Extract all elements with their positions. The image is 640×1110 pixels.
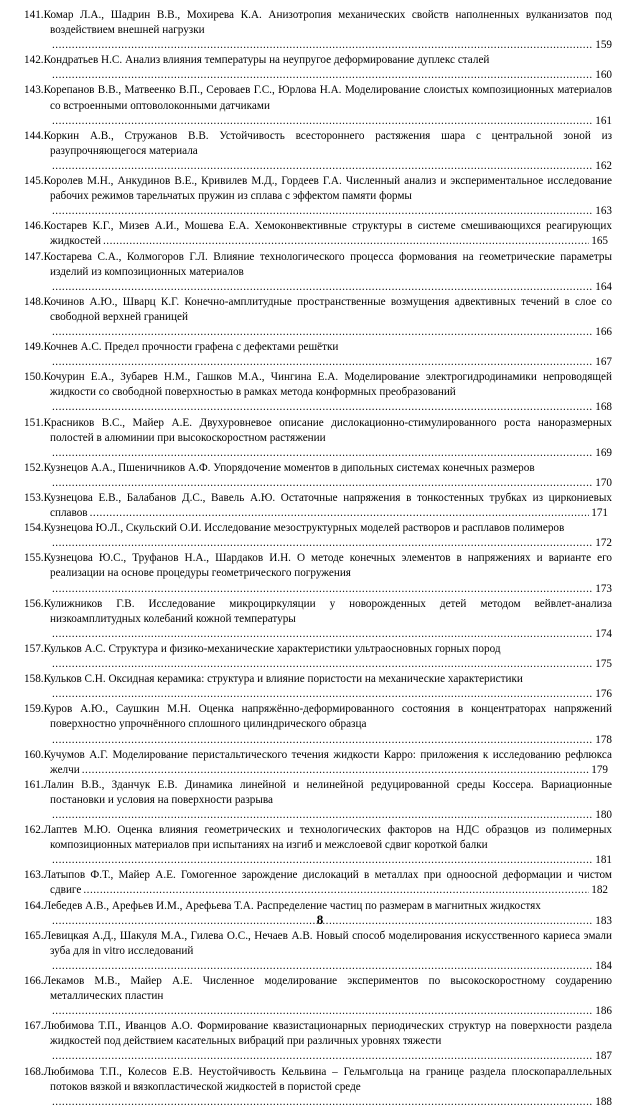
page-number: 8 (316, 912, 324, 927)
toc-entry-title: Кульков С.Н. Оксидная керамика: структура и влияние пористости на механические характеристики (43, 673, 523, 686)
toc-entry-title: Костарев К.Г., Мизев А.И., Мошева Е.А. Хемоконвективные структуры в системе смешивающихся реагирующих жидкостей (43, 220, 612, 248)
toc-entry-leader-line (50, 687, 612, 702)
dot-leader (52, 959, 593, 974)
toc-entry-body (24, 824, 612, 851)
dot-leader (52, 68, 593, 83)
toc-entry-leader-line (50, 733, 612, 748)
toc-entry-page: 163 (595, 205, 612, 218)
toc-entry-leader-line (50, 853, 612, 868)
dot-leader (52, 38, 593, 53)
toc-entry-leader-line (50, 536, 612, 551)
toc-entry-number: 151. (24, 416, 44, 429)
toc-entry (24, 521, 612, 551)
toc-entry-leader-line (50, 476, 612, 491)
toc-entry-number: 143. (24, 84, 44, 97)
dot-leader (52, 582, 593, 597)
toc-entry-title: Латыпов Ф.Т., Майер А.Е. Гомогенное зарождение дислокаций в металлах при одноосной деформации и чистом сдвиге (43, 869, 612, 897)
toc-entry-body (24, 930, 612, 957)
toc-entry-title: Кулижников Г.В. Исследование микроциркуляции у новорожденных детей методом вейвлет-анализа низкоамплитудных колебаний кожной температуры (43, 597, 612, 625)
toc-entry-number: 168. (24, 1065, 44, 1078)
toc-entry (24, 129, 612, 174)
dot-leader (52, 853, 593, 868)
toc-entry-page: 161 (595, 114, 612, 127)
toc-entry-title: Кочинов А.Ю., Шварц К.Г. Конечно-амплитудные пространственные возмущения адвективных течений в слое со свободной верхней границей (43, 295, 612, 323)
toc-entry-leader-line (50, 280, 612, 295)
toc-entry-body (24, 296, 612, 323)
toc-entry-page: 184 (595, 959, 612, 972)
toc-entry (24, 461, 612, 491)
toc-entry-title: Комар Л.А., Шадрин В.В., Мохирева К.А. Анизотропия механических свойств наполненных вулканизатов под воздействием внешней нагрузки (43, 9, 612, 37)
toc-entry-page: 186 (595, 1005, 612, 1018)
toc-entry-body (24, 417, 612, 444)
toc-entry-title: Левицкая А.Д., Шакуля М.А., Гилева О.С., Нечаев А.В. Новый способ моделирования искусственного кариеса эмали зуба для in vitro исследований (43, 929, 612, 957)
toc-entry-number: 156. (24, 597, 44, 610)
toc-entry-number: 162. (24, 824, 44, 837)
toc-entry-page: 159 (595, 39, 612, 52)
toc-entry-leader-line (50, 355, 612, 370)
toc-entry-body (24, 130, 612, 157)
toc-entry-page: 166 (595, 325, 612, 338)
toc-entry (24, 702, 612, 747)
toc-entry-number: 155. (24, 552, 44, 565)
toc-entry-title: Кузнецов А.А., Пшеничников А.Ф. Упорядочение моментов в дипольных системах конечных размеров (43, 461, 535, 474)
dot-leader (52, 657, 593, 672)
toc-entry-page: 167 (595, 356, 612, 369)
toc-entry-title: Любимова Т.П., Иванцов А.О. Формирование квазистационарных периодических структур на поверхности раздела жидкостей под действием касательных вибраций при различных уровнях тяжести (43, 1020, 612, 1048)
toc-entry (24, 174, 612, 219)
toc-entry-number: 148. (24, 295, 44, 308)
toc-entry-title: Лекамов М.В., Майер А.Е. Численное моделирование экспериментов по высокоскоростному соударению металлических пластин (43, 975, 612, 1003)
toc-entry-title: Лаптев М.Ю. Оценка влияния геометрических и технологических факторов на НДС образцов из полимерных композиционных материалов при испытаниях на изгиб и межслоевой сдвиг короткой балки (43, 824, 612, 852)
toc-entry (24, 491, 612, 521)
dot-leader (52, 325, 593, 340)
toc-entry-number: 157. (24, 642, 44, 655)
toc-entry (24, 416, 612, 461)
dot-leader (52, 627, 593, 642)
dot-leader (82, 763, 589, 778)
toc-entry-page: 183 (595, 914, 612, 927)
toc-entry-page: 160 (595, 69, 612, 82)
toc-entry-leader-line (101, 234, 608, 249)
dot-leader (52, 476, 593, 491)
toc-entry-body (24, 1066, 612, 1093)
dot-leader (52, 114, 593, 129)
dot-leader (52, 733, 593, 748)
toc-entry (24, 929, 612, 974)
toc-entry (24, 1065, 612, 1110)
toc-entry-title: Куров А.Ю., Саушкин М.Н. Оценка напряжённо-деформированного состояния в концентраторах напряжений поверхностно упрочнённого сплошного цилиндрического образца (43, 703, 612, 731)
toc-entry-number: 167. (24, 1020, 44, 1033)
toc-entry-title: Лалин В.В., Зданчук Е.В. Динамика линейной и нелинейной редуцированной среды Коссера. Вариационные постановки и условия на поверхности разрыва (43, 778, 612, 806)
toc-entry-leader-line (50, 959, 612, 974)
toc-entry-title: Красников В.С., Майер А.Е. Двухуровневое описание дислокационно-стимулированного роста наноразмерных полостей в алюминии при высокоскоростном растяжении (43, 416, 612, 444)
toc-entry-body (24, 1020, 612, 1047)
toc-entry-page: 168 (595, 401, 612, 414)
toc-entry-title: Лебедев А.В., Арефьев И.М., Арефьева Т.А. Распределение частиц по размерам в магнитных жидкостях (43, 899, 541, 912)
toc-entry-page: 171 (591, 507, 608, 520)
toc-entry-body (24, 598, 612, 625)
toc-entry-number: 159. (24, 703, 44, 716)
toc-entry-page: 180 (595, 808, 612, 821)
toc-entry-page: 187 (595, 1050, 612, 1063)
toc-entry-title: Кузнецова Ю.С., Труфанов Н.А., Шардаков И.Н. О методе конечных элементов в напряжениях и варианте его реализации на основе процедуры геометрического погружения (43, 552, 612, 580)
toc-entry-leader-line (81, 883, 608, 898)
table-of-contents (24, 8, 612, 1110)
toc-entry-page: 173 (595, 582, 612, 595)
toc-entry-body (24, 251, 612, 278)
toc-entry-body (24, 673, 523, 685)
dot-leader (52, 687, 593, 702)
toc-entry (24, 53, 612, 83)
toc-entry-leader-line (50, 1004, 612, 1019)
toc-entry-leader-line (50, 38, 612, 53)
toc-entry (24, 823, 612, 868)
toc-entry-title: Корепанов В.В., Матвеенко В.П., Сероваев Г.С., Юрлова Н.А. Моделирование слоистых композиционных материалов со встроенными оптоволоконными датчиками (43, 84, 612, 112)
toc-entry-leader-line (50, 808, 612, 823)
toc-entry-title: Кочнев А.С. Предел прочности графена с дефектами решётки (43, 341, 339, 354)
toc-entry-number: 164. (24, 899, 44, 912)
toc-entry (24, 250, 612, 295)
toc-entry (24, 8, 612, 53)
toc-entry-number: 160. (24, 748, 44, 761)
dot-leader (52, 808, 593, 823)
toc-entry-title: Любимова Т.П., Колесов Е.В. Неустойчивость Кельвина – Гельмгольца на границе раздела плоскопараллельных потоков вязкой и вязкопластической жидкостей в пористой среде (43, 1065, 612, 1093)
toc-entry-number: 165. (24, 929, 44, 942)
toc-entry-page: 188 (595, 1095, 612, 1108)
toc-entry-body (24, 175, 612, 202)
toc-entry-leader-line (50, 325, 612, 340)
toc-entry (24, 1019, 612, 1064)
toc-entry-body (24, 84, 612, 111)
toc-entry-body (24, 462, 535, 474)
toc-entry-number: 150. (24, 371, 44, 384)
toc-entry-number: 166. (24, 975, 44, 987)
toc-entry-title: Кузнецова Ю.Л., Скульский О.И. Исследование мезоструктурных моделей растворов и расплавов полимеров (43, 522, 565, 535)
toc-entry-page: 182 (591, 884, 608, 897)
toc-entry (24, 642, 612, 672)
dot-leader (52, 536, 593, 551)
toc-entry-leader-line (50, 446, 612, 461)
toc-entry-page: 169 (595, 446, 612, 459)
toc-entry-title: Королев М.Н., Анкудинов В.Е., Кривилев М.Д., Гордеев Г.А. Численный анализ и экспериментальное исследование рабочих режимов тарельчатых пружин из сплава с эффектом памяти формы (43, 175, 612, 203)
dot-leader (52, 1004, 593, 1019)
toc-entry (24, 551, 612, 596)
toc-entry-body (24, 522, 564, 534)
toc-entry-leader-line (50, 400, 612, 415)
toc-entry-body (24, 552, 612, 579)
toc-entry-title: Костарева С.А., Колмогоров Г.Л. Влияние технологического процесса формования на геометрические параметры изделий из композиционных материалов (43, 250, 612, 278)
toc-entry-number: 145. (24, 175, 44, 188)
toc-entry-page: 165 (591, 235, 608, 248)
toc-entry-page: 174 (595, 627, 612, 640)
dot-leader (52, 280, 593, 295)
dot-leader (52, 1049, 593, 1064)
toc-entry-body (24, 341, 338, 353)
toc-entry (24, 974, 612, 1019)
toc-entry-page: 179 (591, 763, 608, 776)
toc-entry-page: 170 (595, 476, 612, 489)
toc-entry-body (24, 643, 501, 655)
toc-entry-title: Кондратьев Н.С. Анализ влияния температуры на неупругое деформирование дуплекс сталей (43, 54, 490, 67)
dot-leader (90, 506, 590, 521)
toc-entry-leader-line (50, 159, 612, 174)
toc-entry-title: Кузнецова Е.В., Балабанов Д.С., Вавель А.Ю. Остаточные напряжения в тонкостенных трубках из циркониевых сплавов (43, 492, 612, 520)
dot-leader (52, 159, 593, 174)
toc-entry-leader-line (50, 1049, 612, 1064)
toc-entry-leader-line (88, 506, 608, 521)
toc-entry-body (24, 779, 612, 806)
toc-entry-title: Коркин А.В., Стружанов В.В. Устойчивость всестороннего растяжения шара с центральной зоной из разупрочняющегося материала (43, 129, 612, 157)
toc-entry (24, 340, 612, 370)
toc-entry-leader-line (50, 582, 612, 597)
toc-entry (24, 748, 612, 778)
toc-entry-number: 158. (24, 673, 44, 686)
toc-entry (24, 83, 612, 128)
toc-entry-title: Кочурин Е.А., Зубарев Н.М., Гашков М.А., Чингина Е.А. Моделирование электрогидродинамики непроводящей жидкости со свободной поверхностью в рамках метода конформных преобразований (43, 371, 612, 399)
toc-entry-number: 146. (24, 220, 44, 233)
toc-entry-title: Кульков А.С. Структура и физико-механические характеристики ультраосновных горных пород (43, 642, 501, 655)
toc-entry-number: 163. (24, 869, 44, 882)
toc-entry-body (24, 9, 612, 36)
toc-entry-number: 142. (24, 54, 44, 67)
toc-entry-body (24, 703, 612, 730)
toc-entry-leader-line (50, 1095, 612, 1110)
toc-entry (24, 295, 612, 340)
toc-entry-number: 144. (24, 129, 44, 142)
toc-entry-number: 147. (24, 250, 44, 263)
dot-leader (52, 355, 593, 370)
toc-entry (24, 868, 612, 898)
toc-entry-page: 176 (595, 688, 612, 701)
toc-entry-leader-line (50, 114, 612, 129)
toc-entry (24, 597, 612, 642)
toc-entry-number: 152. (24, 461, 44, 474)
toc-entry (24, 778, 612, 823)
toc-entry-title: Кучумов А.Г. Моделирование перистальтического течения жидкости Карро: приложения к исследованию рефлюкса желчи (43, 748, 612, 776)
toc-entry-number: 149. (24, 341, 44, 354)
toc-entry (24, 370, 612, 415)
toc-entry-page: 175 (595, 658, 612, 671)
toc-entry-leader-line (50, 657, 612, 672)
dot-leader (52, 446, 593, 461)
dot-leader (83, 883, 589, 898)
dot-leader (52, 1095, 593, 1110)
toc-entry-page: 162 (595, 159, 612, 172)
toc-entry-page: 172 (595, 537, 612, 550)
toc-entry-page: 178 (595, 733, 612, 746)
toc-entry-number: 154. (24, 522, 44, 535)
toc-entry-body (24, 900, 541, 912)
toc-entry-page: 181 (595, 854, 612, 867)
toc-entry (24, 672, 612, 702)
dot-leader (103, 234, 589, 249)
toc-entry (24, 219, 612, 249)
toc-entry-number: 153. (24, 492, 44, 504)
toc-entry-leader-line (50, 627, 612, 642)
dot-leader (52, 400, 593, 415)
toc-entry-page: 164 (595, 280, 612, 293)
toc-entry-leader-line (50, 204, 612, 219)
toc-entry-number: 161. (24, 778, 44, 791)
toc-entry-leader-line (50, 68, 612, 83)
toc-entry-body (24, 371, 612, 398)
toc-entry-leader-line (80, 763, 608, 778)
toc-entry-body (24, 54, 489, 66)
toc-entry-body (24, 975, 612, 1002)
toc-entry-number: 141. (24, 9, 44, 21)
dot-leader (52, 204, 593, 219)
